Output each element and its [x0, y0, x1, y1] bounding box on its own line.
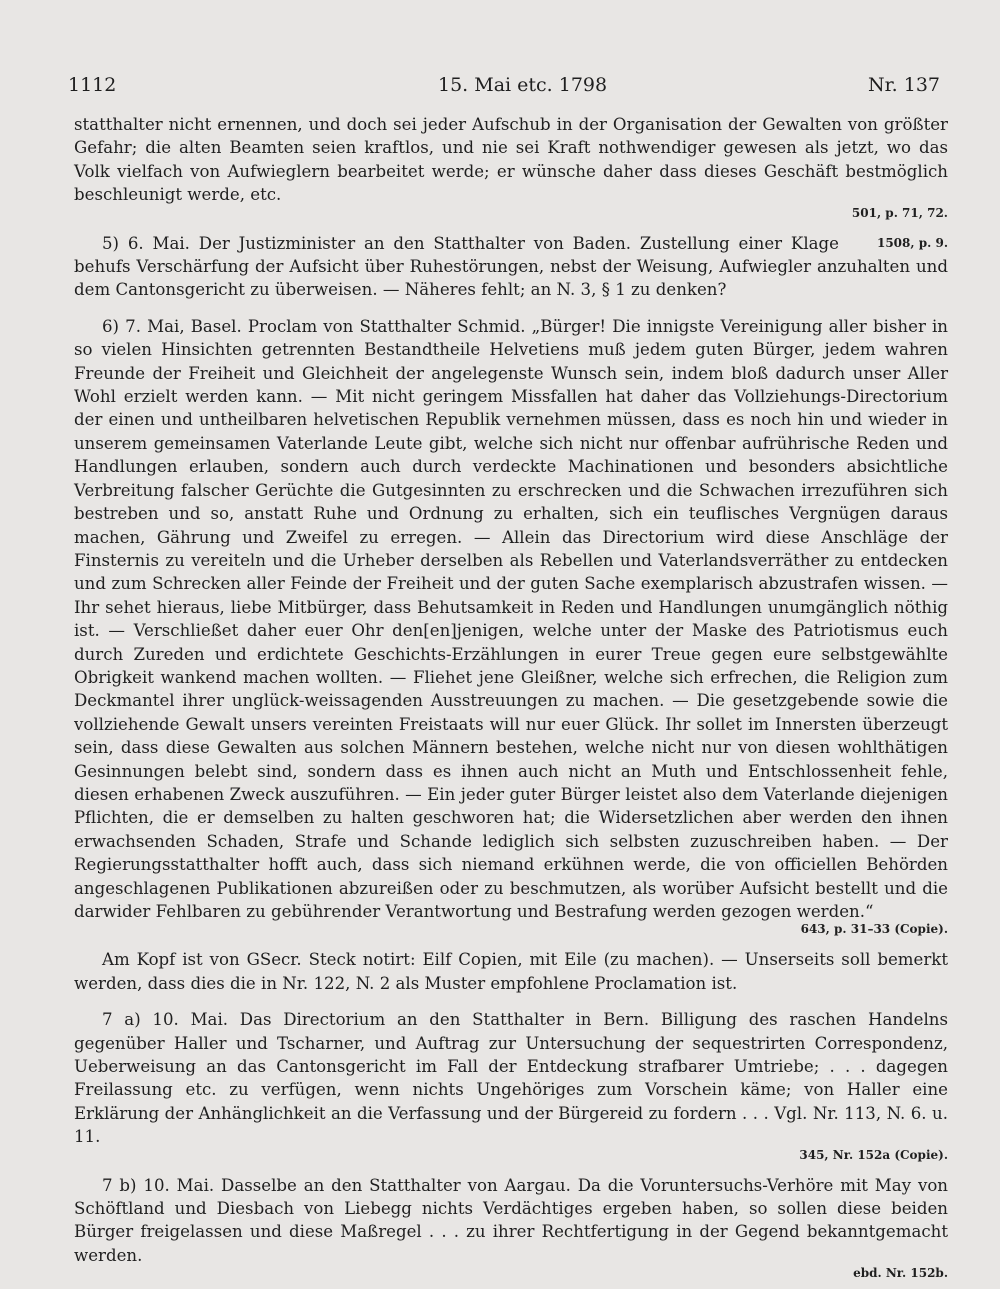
running-date: 15. Mai etc. 1798	[438, 74, 608, 96]
source-reference: ebd. Nr. 152b.	[853, 1266, 948, 1281]
page-body	[74, 113, 948, 1281]
paragraph-entry-7b: 7 b) 10. Mai. Dasselbe an den Statthalter von Aargau. Da die Voruntersuchs-Verhöre mit May von Schöftland und Diesbach von Liebegg nichts Verdächtiges ergeben haben, so sollen diese beiden Bürger freigelassen und diese Maßregel . . . zu ihrer Rechtfertigung in der Gegend bekanntgemacht werden.	[74, 1175, 948, 1265]
source-reference: 345, Nr. 152a (Copie).	[799, 1147, 948, 1162]
source-reference: 501, p. 71, 72.	[851, 205, 948, 220]
paragraph-entry-5	[74, 232, 948, 302]
paragraph-continuation: statthalter nicht ernennen, und doch sei jeder Aufschub in der Organisation der Gewalten von größter Gefahr; die alten Beamten seien kraftlos, und nie sei Kraft nothwendiger gewesen als jetzt, wo das Volk vielfach von Aufwieglern bearbeitet werde; er wünsche daher dass dieses Geschäft bestmöglich beschleunigt werde, etc.	[74, 115, 948, 205]
paragraph-entry-7a: 7 a) 10. Mai. Das Directorium an den Statthalter in Bern. Billigung des raschen Handelns gegenüber Haller und Tscharner, und Auftrag zur Untersuchung der sequestrirten Correspondenz, Ueberweisung an das Cantonsgericht im Fall der Entdeckung strafbarer Umtriebe; . . . dagegen Freilassung etc. zu verfügen, wenn nichts Ungehöriges zum Vorschein käme; von Haller eine Erklärung der Anhänglichkeit an die Verfassung und der Bürgereid zu fordern . . . Vgl. Nr. 113, N. 6. u. 11.	[74, 1010, 948, 1147]
source-reference: 643, p. 31–33 (Copie).	[800, 922, 948, 937]
page-number: 1112	[68, 74, 117, 96]
paragraph-note: Am Kopf ist von GSecr. Steck notirt: Eilf Copien, mit Eile (zu machen). — Unserseits soll bemerkt werden, dass dies die in Nr. 122, N. 2 als Muster empfohlene Proclamation ist.	[74, 950, 948, 993]
paragraph-entry-6: 6) 7. Mai, Basel. Proclam von Statthalter Schmid. „Bürger! Die innigste Vereinigung aller bisher in so vielen Hinsichten getrennten Bestandtheile Helvetiens muß jedem guten Bürger, jedem wahren Freunde der Freiheit und Gleichheit der angelegenste Wunsch sein, indem bloß dadurch unser Aller Wohl erzielt werden kann. — Mit nicht geringem Missfallen hat daher das Vollziehungs-Directorium der einen und untheilbaren helvetischen Republik vernehmen müssen, dass es noch hin und wieder in unserem gemeinsamen Vaterlande Leute gibt, welche sich nicht nur offenbar aufrührische Reden und Handlungen erlauben, sondern auch durch verdeckte Machinationen und besonders absichtliche Verbreitung falscher Gerüchte die Gutgesinnten zu erschrecken und die Schwachen irrezuführen sich bestreben und so, anstatt Ruhe und Ordnung zu erhalten, sich ein teuflisches Vergnügen daraus machen, Gährung und Zweifel zu erregen. — Allein das Directorium wird diese Anschläge der Finsternis zu vereiteln und die Urheber derselben als Rebellen und Vaterlandsverräther zu entdecken und zum Schrecken aller Feinde der Freiheit und der guten Sache exemplarisch abzustrafen wissen. — Ihr sehet hieraus, liebe Mitbürger, dass Behutsamkeit in Reden und Handlungen unumgänglich nöthig ist. — Verschließet daher euer Ohr den[en]jenigen, welche unter der Maske des Patriotismus euch durch Zureden und erdichtete Geschichts-Erzählungen in eurer Treue gegen eure selbstgewählte Obrigkeit wankend machen wollten. — Fliehet jene Gleißner, welche sich erfrechen, die Religion zum Deckmantel ihrer unglück-weissagenden Ausstreuungen zu machen. — Die gesetzgebende sowie die vollziehende Gewalt unsers vereinten Freistaats will nur euer Glück. Ihr sollet im Innersten überzeugt sein, dass diese Gewalten aus solchen Männern bestehen, welche nicht nur von diesen wohlthätigen Gesinnungen belebt sind, sondern dass es ihnen auch nicht an Muth und Entschlossenheit fehle, diesen erhabenen Zweck auszuführen. — Ein jeder guter Bürger leistet also dem Vaterlande diejenigen Pflichten, die er demselben zu halten geschworen hat; die Widersetzlichen aber werden den ihnen erwachsenden Schaden, Strafe und Schande lediglich sich selbsten zuzuschreiben haben. — Der Regierungsstatthalter hofft auch, dass sich niemand erkühnen werde, die von officiellen Behörden angeschlagenen Publikationen abzureißen oder zu beschmutzen, als worüber Aufsicht bestellt und die darwider Fehlbaren zu gebührender Verantwortung und Bestrafung werden gezogen werden.“	[74, 316, 948, 921]
page-header	[68, 74, 940, 104]
entry-text: 5) 6. Mai. Der Justizminister an den Statthalter von Baden. Zustellung einer Klage behufs Verschärfung der Aufsicht über Ruhestörungen, nebst der Weisung, Aufwiegler anzuhalten und dem Cantonsgericht zu überweisen. — Näheres fehlt; an N. 3, § 1 zu denken?	[74, 233, 948, 300]
document-number: Nr. 137	[868, 74, 940, 96]
source-reference: 1508, p. 9.	[876, 235, 948, 250]
